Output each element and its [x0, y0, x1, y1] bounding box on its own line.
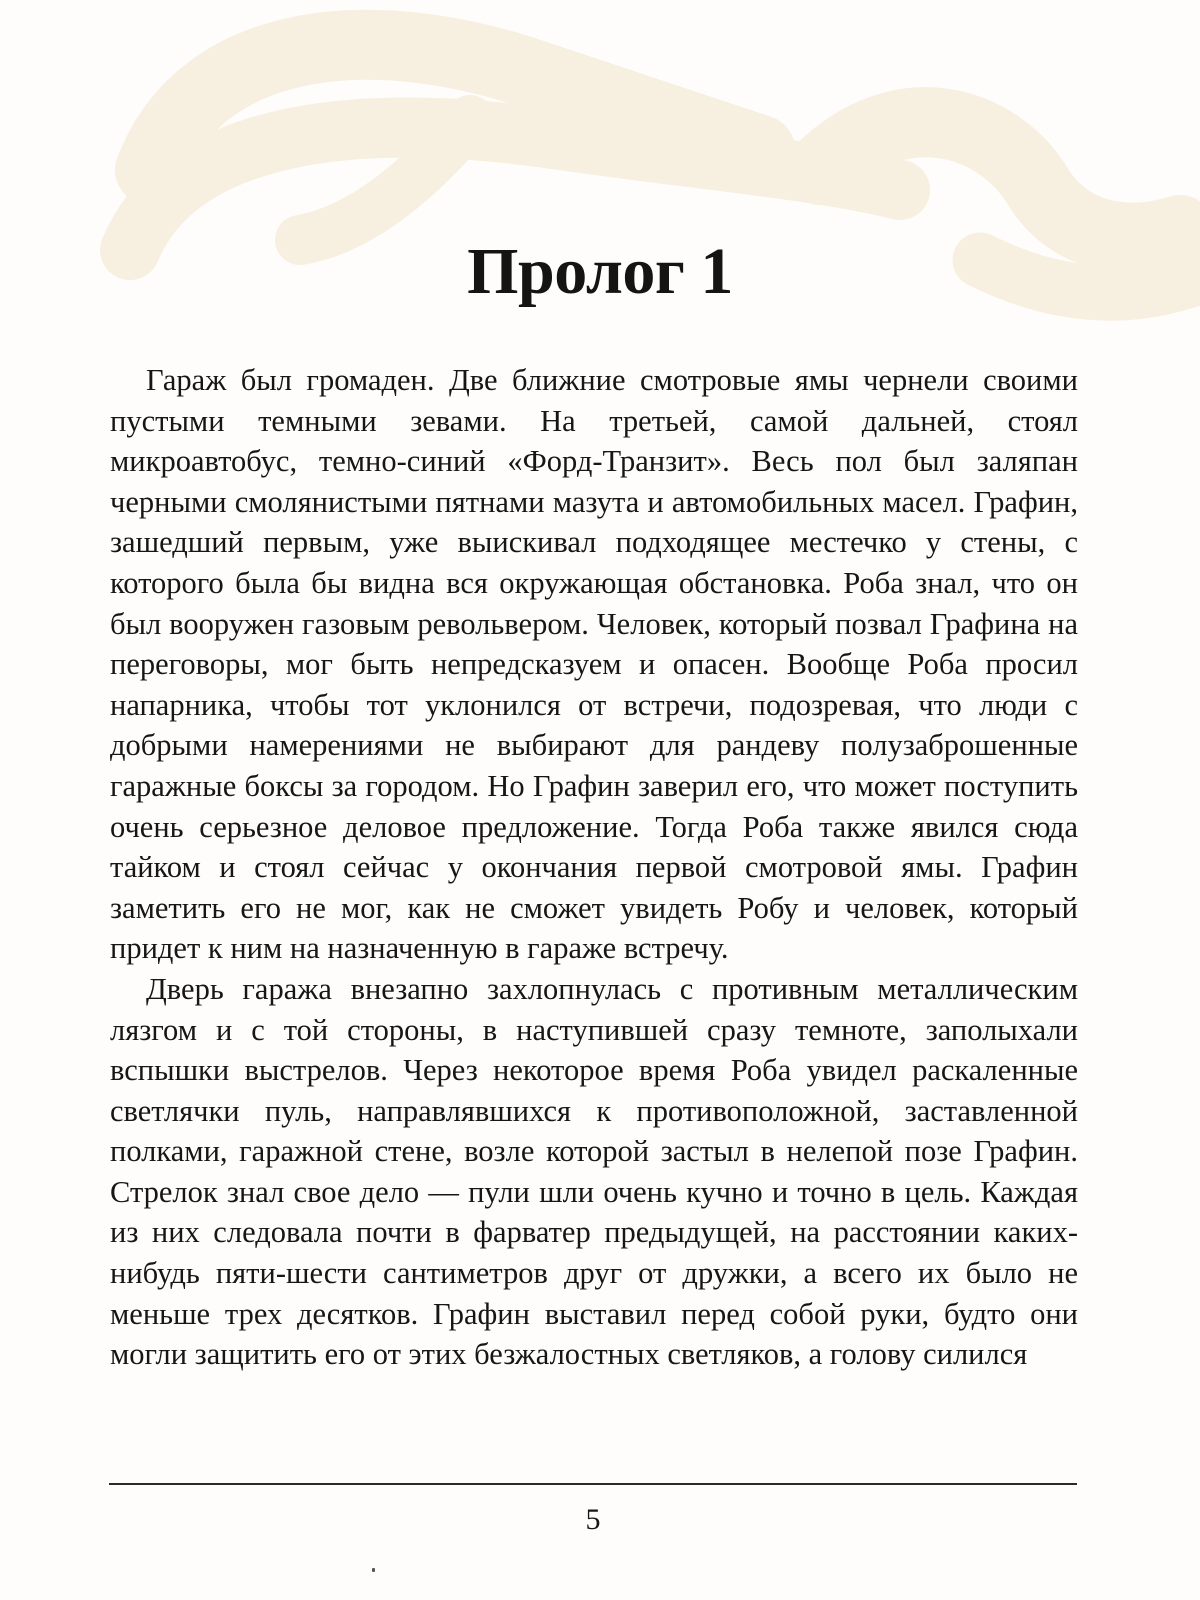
- body-text: [110, 360, 1078, 1375]
- paragraph-1: Гараж был громаден. Две ближние смотровые ямы чернели своими пустыми темными зевами. На третьей, самой дальней, стоял микроавтобус, темно-синий «Форд-Транзит». Весь пол был заляпан черными смолянистыми пятнами мазута и автомобильных масел. Графин, зашедший первым, уже выискивал подходящее местечко у стены, с которого была бы видна вся окружающая обстановка. Роба знал, что он был вооружен газовым револьвером. Человек, который позвал Графина на переговоры, мог быть непредсказуем и опасен. Вообще Роба просил напарника, чтобы тот уклонился от встречи, подозревая, что люди с добрыми намерениями не выбирают для рандеву полузаброшенные гаражные боксы за городом. Но Графин заверил его, что может поступить очень серьезное деловое предложение. Тогда Роба также явился сюда тайком и стоял сейчас у окончания первой смотровой ямы. Графин заметить его не мог, как не сможет увидеть Робу и человек, который придет к ним на назначенную в гараже встречу.: [110, 363, 1078, 966]
- scan-speck: [372, 1568, 375, 1572]
- chapter-title: Пролог 1: [467, 235, 733, 308]
- scan-stain-mark: [0, 0, 1200, 380]
- page-number: 5: [585, 1503, 601, 1536]
- paragraph-2: Дверь гаража внезапно захлопнулась с противным металлическим лязгом и с той стороны, в наступившей сразу темноте, заполыхали вспышки выстрелов. Через некоторое время Роба увидел раскаленные светлячки пуль, направлявшихся к противоположной, заставленной полками, гаражной стене, возле которой застыл в нелепой позе Графин. Стрелок знал свое дело — пули шли очень кучно и точно в цель. Каждая из них следовала почти в фарватер предыдущей, на расстоянии каких-нибудь пяти-шести сантиметров друг от дружки, а всего их было не меньше трех десятков. Графин выставил перед собой руки, будто они могли защитить его от этих безжалостных светляков, а голову силился: [110, 971, 1078, 1372]
- footer-rule: [109, 1483, 1077, 1485]
